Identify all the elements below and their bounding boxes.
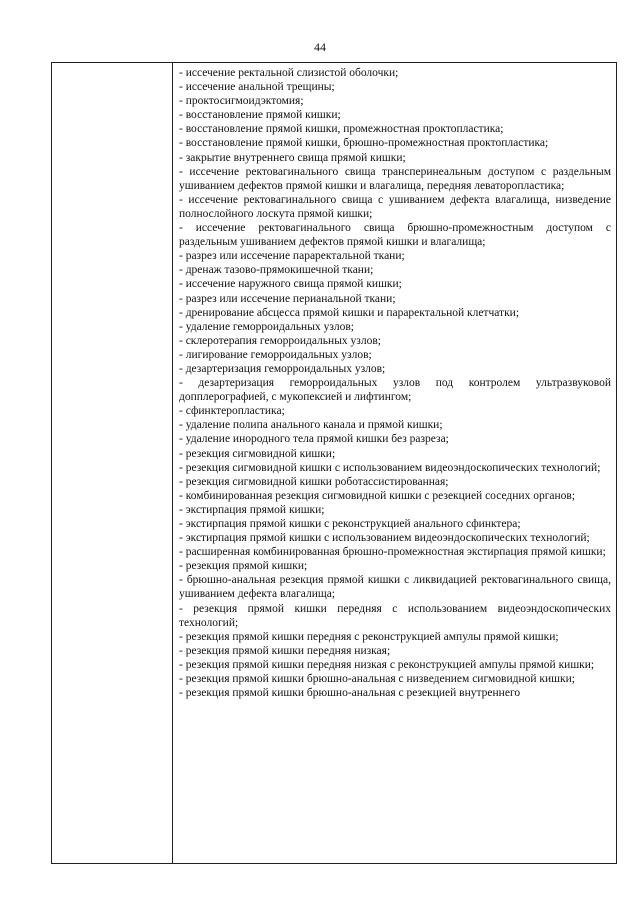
list-item: - восстановление прямой кишки, промежностная проктопластика; bbox=[179, 123, 504, 136]
list-item: - резекция прямой кишки; bbox=[179, 560, 308, 573]
page-number: 44 bbox=[314, 40, 326, 54]
list-item: - резекция прямой кишки передняя низкая с реконструкцией ампулы прямой кишки; bbox=[179, 658, 595, 671]
list-item: - дезартеризация геморроидальных узлов под контролем ультразвуковой допплерографией, с мукопексией и лифтингом; bbox=[179, 377, 611, 404]
list-item: - экстирпация прямой кишки; bbox=[179, 503, 325, 516]
list-item: - резекция прямой кишки передняя с использованием видеоэндоскопических технологий; bbox=[179, 602, 611, 629]
procedure-list bbox=[179, 66, 611, 700]
list-item: - иссечение ректовагинального свища трансперинеальным доступом с раздельным ушиванием дефектов прямой кишки и влагалища, передняя леваторопластика; bbox=[179, 165, 611, 192]
list-item: - проктосигмоидэктомия; bbox=[179, 95, 304, 108]
table-left-column bbox=[52, 63, 173, 863]
list-item: - резекция сигмовидной кишки роботассистированная; bbox=[179, 475, 449, 488]
list-item: - иссечение наружного свища прямой кишки; bbox=[179, 278, 402, 291]
list-item: - склеротерапия геморроидальных узлов; bbox=[179, 334, 381, 347]
list-item: - резекция сигмовидной кишки; bbox=[179, 447, 336, 460]
list-item: - резекция прямой кишки брюшно-анальная с резекцией внутреннего bbox=[179, 687, 521, 700]
list-item: - сфинктеропластика; bbox=[179, 405, 285, 418]
list-item: - разрез или иссечение параректальной ткани; bbox=[179, 250, 405, 263]
list-item: - дренирование абсцесса прямой кишки и параректальной клетчатки; bbox=[179, 306, 520, 319]
list-item: - брюшно-анальная резекция прямой кишки с ликвидацией ректовагинального свища, ушиванием дефекта влагалища; bbox=[179, 574, 611, 601]
list-item: - разрез или иссечение перианальной ткани; bbox=[179, 292, 396, 305]
list-item: - резекция прямой кишки брюшно-анальная с низведением сигмовидной кишки; bbox=[179, 673, 575, 686]
list-item: - иссечение ректовагинального свища с ушиванием дефекта влагалища, низведение полнослойного лоскута прямой кишки; bbox=[179, 193, 611, 220]
list-item: - удаление инородного тела прямой кишки без разреза; bbox=[179, 433, 449, 446]
list-item: - иссечение ректовагинального свища брюшно-промежностным доступом с раздельным ушиванием дефектов прямой кишки и влагалища; bbox=[179, 222, 611, 249]
list-item: - лигирование геморроидальных узлов; bbox=[179, 348, 372, 361]
list-item: - восстановление прямой кишки; bbox=[179, 109, 341, 122]
procedures-table bbox=[51, 62, 617, 864]
table-right-column bbox=[173, 63, 616, 863]
list-item: - иссечение анальной трещины; bbox=[179, 81, 335, 94]
list-item: - удаление полипа анального канала и прямой кишки; bbox=[179, 419, 443, 432]
list-item: - расширенная комбинированная брюшно-промежностная экстирпация прямой кишки; bbox=[179, 546, 606, 559]
list-item: - дренаж тазово-прямокишечной ткани; bbox=[179, 264, 374, 277]
list-item: - экстирпация прямой кишки с реконструкцией анального сфинктера; bbox=[179, 518, 521, 530]
list-item: - экстирпация прямой кишки с использованием видеоэндоскопических технологий; bbox=[179, 532, 590, 545]
list-item: - дезартеризация геморроидальных узлов; bbox=[179, 362, 386, 375]
list-item: - комбинированная резекция сигмовидной кишки с резекцией соседних органов; bbox=[179, 489, 576, 502]
list-item: - удаление геморроидальных узлов; bbox=[179, 320, 354, 333]
list-item: - восстановление прямой кишки, брюшно-промежностная проктопластика; bbox=[179, 137, 549, 150]
list-item: - резекция прямой кишки передняя с реконструкцией ампулы прямой кишки; bbox=[179, 630, 559, 643]
list-item: - закрытие внутреннего свища прямой кишки; bbox=[179, 151, 406, 164]
list-item: - резекция сигмовидной кишки с использованием видеоэндоскопических технологий; bbox=[179, 461, 601, 474]
list-item: - иссечение ректальной слизистой оболочки; bbox=[179, 67, 399, 79]
list-item: - резекция прямой кишки передняя низкая; bbox=[179, 644, 391, 657]
